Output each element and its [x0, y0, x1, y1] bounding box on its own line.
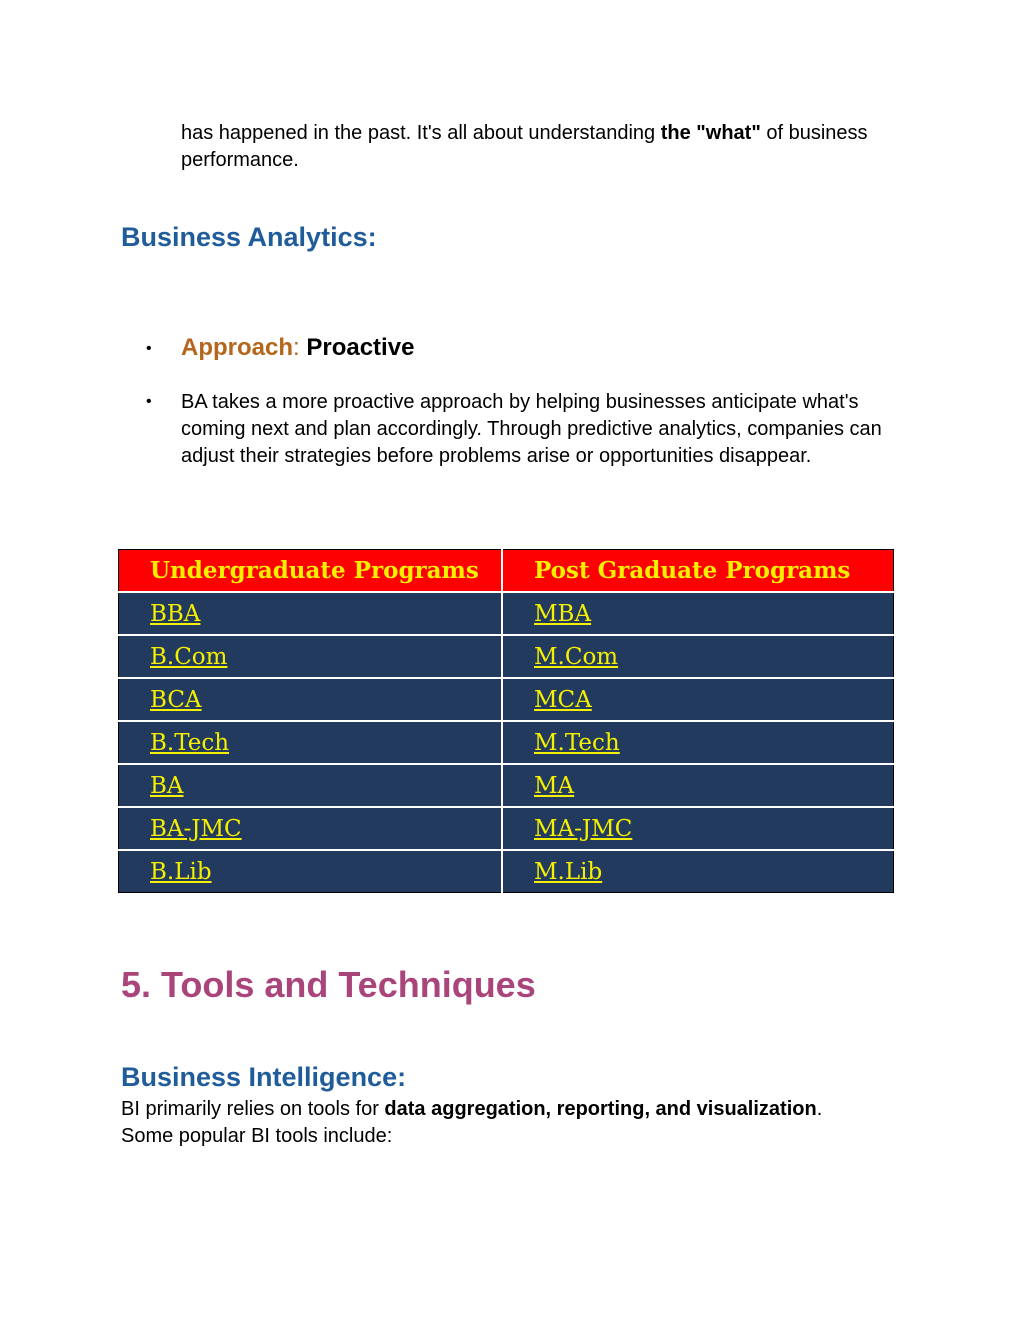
program-link[interactable]: MA-JMC: [534, 815, 633, 842]
table-cell: [502, 764, 894, 807]
table-cell: [119, 678, 503, 721]
section-5-heading: 5. Tools and Techniques: [121, 964, 536, 1005]
bullet-dot-icon: •: [146, 393, 152, 410]
intro-bold: the "what": [660, 122, 761, 144]
bullet-dot-icon: •: [146, 340, 152, 357]
business-intelligence-heading: Business Intelligence:: [121, 1062, 407, 1092]
table-row: [119, 764, 894, 807]
program-link[interactable]: MBA: [534, 600, 592, 627]
table-row: [119, 678, 894, 721]
program-link[interactable]: M.Lib: [534, 858, 603, 885]
program-link[interactable]: B.Lib: [150, 858, 212, 885]
bi-text-after: . Some popular BI tools include:: [121, 1098, 823, 1147]
table-cell: [502, 850, 894, 893]
program-link[interactable]: BA: [150, 772, 184, 799]
program-link[interactable]: BBA: [150, 600, 201, 627]
table-cell: [502, 721, 894, 764]
bi-text-before: BI primarily relies on tools for: [121, 1098, 385, 1120]
table-cell: [502, 592, 894, 635]
approach-value: Proactive: [299, 334, 415, 361]
table-cell: [119, 721, 503, 764]
table-cell: [119, 850, 503, 893]
intro-text-after: of business performance.: [181, 122, 868, 171]
program-link[interactable]: BCA: [150, 686, 202, 713]
table-row: [119, 592, 894, 635]
table-cell: [119, 807, 503, 850]
table-row: [119, 721, 894, 764]
undergraduate-header: Undergraduate Programs: [119, 550, 503, 593]
table-row: [119, 807, 894, 850]
intro-paragraph: [181, 120, 941, 174]
program-link[interactable]: M.Com: [534, 643, 619, 670]
program-link[interactable]: B.Tech: [150, 729, 230, 756]
table-cell: [502, 807, 894, 850]
approach-label: Approach: [181, 334, 294, 361]
table-cell: [119, 592, 503, 635]
program-link[interactable]: BA-JMC: [150, 815, 242, 842]
table-row: [119, 635, 894, 678]
program-link[interactable]: MCA: [534, 686, 592, 713]
table-cell: [119, 764, 503, 807]
postgraduate-header: Post Graduate Programs: [502, 550, 894, 593]
table-cell: [502, 635, 894, 678]
bi-paragraph: [121, 1096, 841, 1150]
table-row: [119, 850, 894, 893]
ba-description-bullet: BA takes a more proactive approach by helping businesses anticipate what's coming next and plan accordingly. Through predictive analytics, companies can adjust their strategies before problems arise or opportunities disappear.: [181, 391, 882, 467]
approach-colon: :: [293, 334, 300, 361]
table-header-row: [119, 550, 894, 593]
business-analytics-heading: Business Analytics:: [121, 222, 377, 252]
program-link[interactable]: M.Tech: [534, 729, 620, 756]
approach-bullet: [181, 334, 414, 362]
program-link[interactable]: MA: [534, 772, 575, 799]
table-cell: [502, 678, 894, 721]
programs-table: [118, 549, 894, 893]
table-cell: [119, 635, 503, 678]
bi-bold: data aggregation, reporting, and visualization: [384, 1098, 817, 1120]
intro-text-before: has happened in the past. It's all about understanding: [181, 122, 661, 144]
program-link[interactable]: B.Com: [150, 643, 228, 670]
